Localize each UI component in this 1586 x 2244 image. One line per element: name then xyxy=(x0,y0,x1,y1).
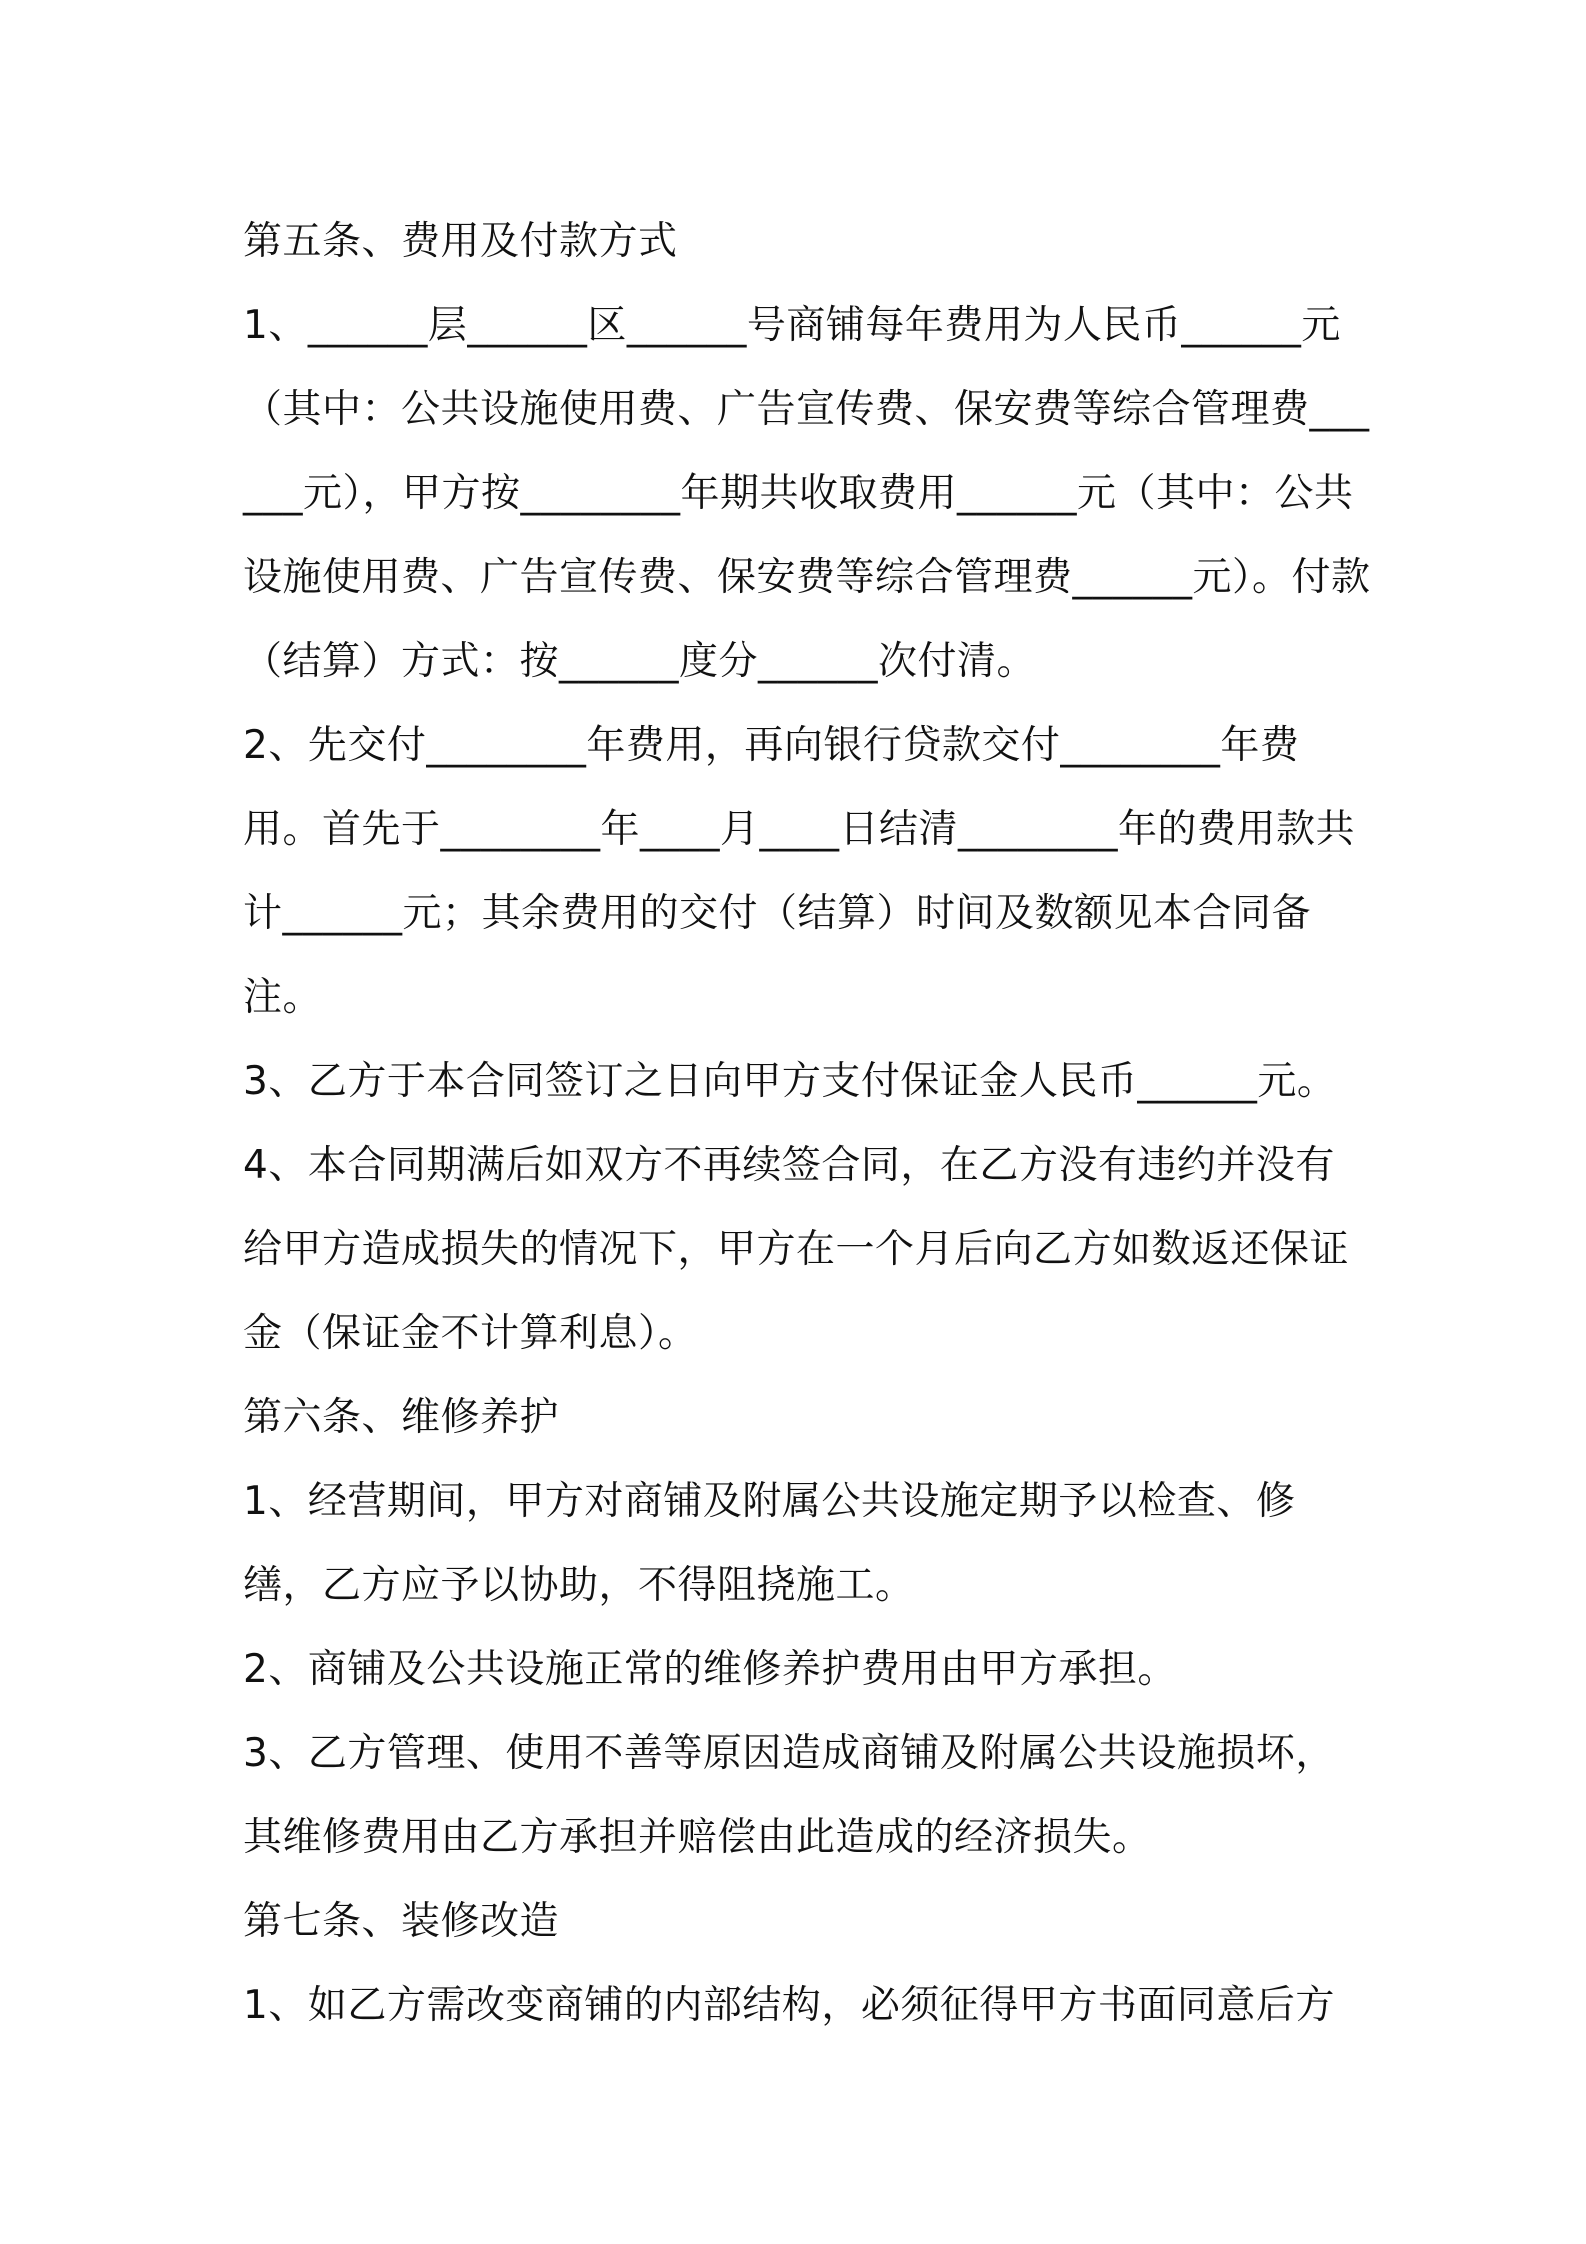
paragraph-fees-2: 2、先交付________年费用，再向银行贷款交付________年费用。首先于________年____月____日结清________年的费用款共计______元；其余费用的交付（结算）时间及数额见本合同备注。 xyxy=(243,723,1356,1020)
paragraph-maintenance-3: 3、乙方管理、使用不善等原因造成商铺及附属公共设施损坏，其维修费用由乙方承担并赔偿由此造成的经济损失。 xyxy=(243,1731,1335,1860)
paragraph-fees-1: 1、______层______区______号商铺每年费用为人民币______元（其中：公共设施使用费、广告宣传费、保安费等综合管理费______元），甲方按________年期共收取费用______元（其中：公共设施使用费、广告宣传费、保安费等综合管理费______元）。付款（结算）方式：按______度分______次付清。 xyxy=(243,303,1371,684)
paragraph-maintenance-2: 2、商铺及公共设施正常的维修养护费用由甲方承担。 xyxy=(243,1647,1177,1692)
paragraph-maintenance-1: 1、经营期间，甲方对商铺及附属公共设施定期予以检查、修缮，乙方应予以协助，不得阻挠施工。 xyxy=(243,1479,1296,1608)
section-heading-maintenance: 第六条、维修养护 xyxy=(243,1395,560,1440)
document-body xyxy=(243,200,1373,2048)
paragraph-fees-4: 4、本合同期满后如双方不再续签合同，在乙方没有违约并没有给甲方造成损失的情况下，甲方在一个月后向乙方如数返还保证金（保证金不计算利息）。 xyxy=(243,1143,1350,1356)
section-heading-renovation: 第七条、装修改造 xyxy=(243,1899,560,1944)
paragraph-fees-3: 3、乙方于本合同签订之日向甲方支付保证金人民币______元。 xyxy=(243,1059,1337,1104)
section-heading-fees: 第五条、费用及付款方式 xyxy=(243,219,678,264)
paragraph-renovation-1: 1、如乙方需改变商铺的内部结构，必须征得甲方书面同意后方 xyxy=(243,1983,1335,2028)
